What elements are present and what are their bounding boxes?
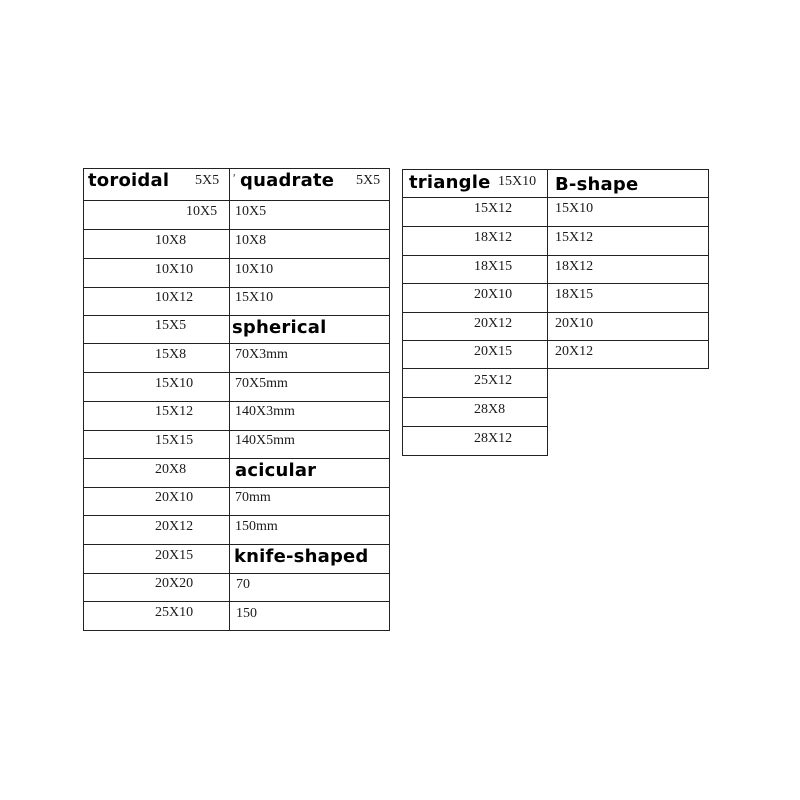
b-shape-header: B-shape xyxy=(555,174,639,195)
b-shape-size: 15X12 xyxy=(555,230,594,245)
triangle-size: 25X12 xyxy=(474,373,513,388)
toroidal-first-size: 5X5 xyxy=(195,173,220,188)
quadrate-size: 10X10 xyxy=(235,262,274,277)
toroidal-size: 10X8 xyxy=(155,233,187,248)
spherical-size: 140X5mm xyxy=(235,433,295,448)
toroidal-size: 15X10 xyxy=(155,376,194,391)
b-shape-size: 15X10 xyxy=(555,201,594,216)
b-shape-size: 20X12 xyxy=(555,344,594,359)
quadrate-mark: ʹ xyxy=(233,171,236,185)
triangle-size: 28X12 xyxy=(474,431,513,446)
toroidal-header: toroidal xyxy=(88,170,170,191)
toroidal-size: 20X20 xyxy=(155,576,194,591)
toroidal-size: 15X5 xyxy=(155,318,187,333)
knife-shaped-header: knife-shaped xyxy=(234,546,369,567)
toroidal-size: 10X12 xyxy=(155,290,194,305)
triangle-header: triangle xyxy=(409,172,491,193)
toroidal-size: 10X5 xyxy=(186,204,218,219)
spherical-size: 70X5mm xyxy=(235,376,288,391)
spherical-size: 70X3mm xyxy=(235,347,288,362)
quadrate-size: 15X10 xyxy=(235,290,274,305)
quadrate-size: 10X5 xyxy=(235,204,267,219)
toroidal-size: 20X15 xyxy=(155,548,194,563)
toroidal-size: 10X10 xyxy=(155,262,194,277)
quadrate-first-size: 5X5 xyxy=(356,173,381,188)
triangle-size: 18X12 xyxy=(474,230,513,245)
spherical-header: spherical xyxy=(232,317,327,338)
acicular-size: 150mm xyxy=(235,519,278,534)
triangle-size: 20X10 xyxy=(474,287,513,302)
b-shape-size: 18X15 xyxy=(555,287,594,302)
triangle-size: 15X12 xyxy=(474,201,513,216)
toroidal-size: 20X8 xyxy=(155,462,187,477)
toroidal-size: 20X10 xyxy=(155,490,194,505)
quadrate-size: 10X8 xyxy=(235,233,267,248)
triangle-first-size: 15X10 xyxy=(498,174,537,189)
toroidal-size: 15X15 xyxy=(155,433,194,448)
toroidal-size: 20X12 xyxy=(155,519,194,534)
triangle-size: 28X8 xyxy=(474,402,506,417)
toroidal-size: 25X10 xyxy=(155,605,194,620)
toroidal-size: 15X12 xyxy=(155,404,194,419)
knife-shaped-size: 70 xyxy=(236,577,250,592)
triangle-size: 18X15 xyxy=(474,259,513,274)
spherical-size: 140X3mm xyxy=(235,404,295,419)
quadrate-header: quadrate xyxy=(240,170,335,191)
triangle-size: 20X12 xyxy=(474,316,513,331)
knife-shaped-size: 150 xyxy=(236,606,257,621)
triangle-size: 20X15 xyxy=(474,344,513,359)
acicular-header: acicular xyxy=(235,460,317,481)
b-shape-size: 20X10 xyxy=(555,316,594,331)
toroidal-size: 15X8 xyxy=(155,347,187,362)
b-shape-size: 18X12 xyxy=(555,259,594,274)
acicular-size: 70mm xyxy=(235,490,271,505)
